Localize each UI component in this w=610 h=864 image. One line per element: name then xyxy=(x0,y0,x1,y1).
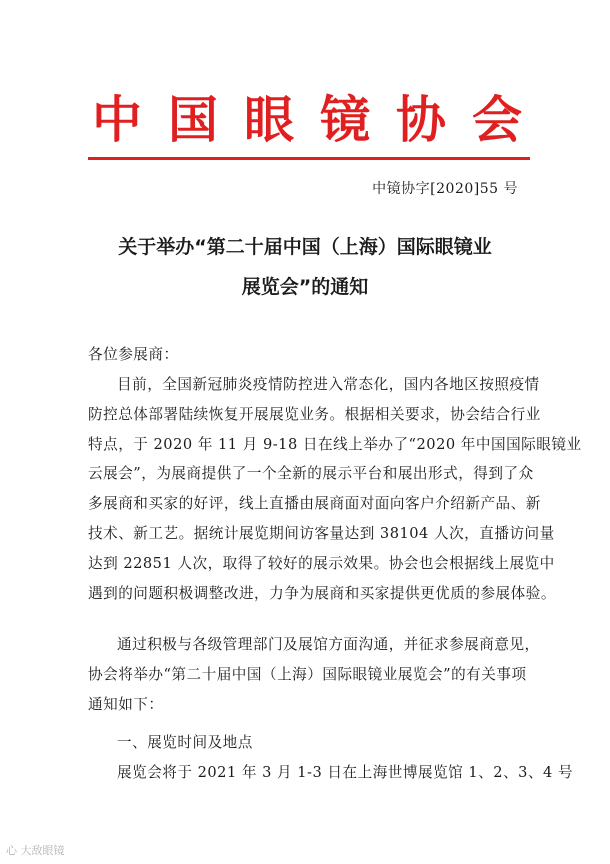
org-char: 中 xyxy=(92,91,142,149)
section-1-heading: 一、展览时间及地点 xyxy=(117,734,253,751)
org-char: 会 xyxy=(472,91,522,149)
salutation-text: 各位参展商： xyxy=(88,346,179,363)
org-char: 眼 xyxy=(244,91,294,149)
paragraph-line: 云展会”，为展商提供了一个全新的展示平台和展出形式，得到了众 xyxy=(88,465,534,483)
paragraph-line: 技术、新工艺。据统计展览期间访客量达到 38104 人次，直播访问量 xyxy=(88,524,555,542)
paragraph-line: 多展商和买家的好评，线上直播由展商面对面向客户介绍新产品、新 xyxy=(88,495,541,513)
organization-name xyxy=(92,92,522,148)
paragraph-line: 通知如下： xyxy=(88,695,164,713)
org-char: 镜 xyxy=(320,91,370,149)
document-title-line2: 展览会”的通知 xyxy=(241,276,369,298)
paragraph-2 xyxy=(88,630,540,719)
document-number: 中镜协字[2020]55 号 xyxy=(372,181,518,197)
paragraph-line: 防控总体部署陆续恢复开展展览业务。根据相关要求，协会结合行业 xyxy=(88,405,541,423)
org-char: 国 xyxy=(168,91,218,149)
paragraph-line: 达到 22851 人次，取得了较好的展示效果。协会也会根据线上展览中 xyxy=(88,554,555,572)
paragraph-3 xyxy=(88,758,574,788)
watermark: 心 大敌眼镜 xyxy=(6,844,65,857)
paragraph-1 xyxy=(88,370,582,608)
header-divider xyxy=(88,157,530,160)
paragraph-line: 通过积极与各级管理部门及展馆方面沟通，并征求参展商意见， xyxy=(117,636,540,653)
section-heading xyxy=(88,728,522,758)
document-title-line1: 关于举办“第二十届中国（上海）国际眼镜业 xyxy=(118,236,492,258)
salutation xyxy=(88,340,522,370)
org-char: 协 xyxy=(396,91,446,149)
paragraph-line: 遇到的问题积极调整改进，力争为展商和买家提供更优质的参展体验。 xyxy=(88,584,556,602)
paragraph-line: 特点，于 2020 年 11 月 9-18 日在线上举办了“2020 年中国国际眼镜业 xyxy=(88,435,582,453)
paragraph-line: 目前，全国新冠肺炎疫情防控进入常态化，国内各地区按照疫情 xyxy=(117,376,540,393)
paragraph-line: 展览会将于 2021 年 3 月 1-3 日在上海世博展览馆 1、2、3、4 号 xyxy=(117,764,574,781)
paragraph-line: 协会将举办“第二十届中国（上海）国际眼镜业展览会”的有关事项 xyxy=(88,665,527,683)
